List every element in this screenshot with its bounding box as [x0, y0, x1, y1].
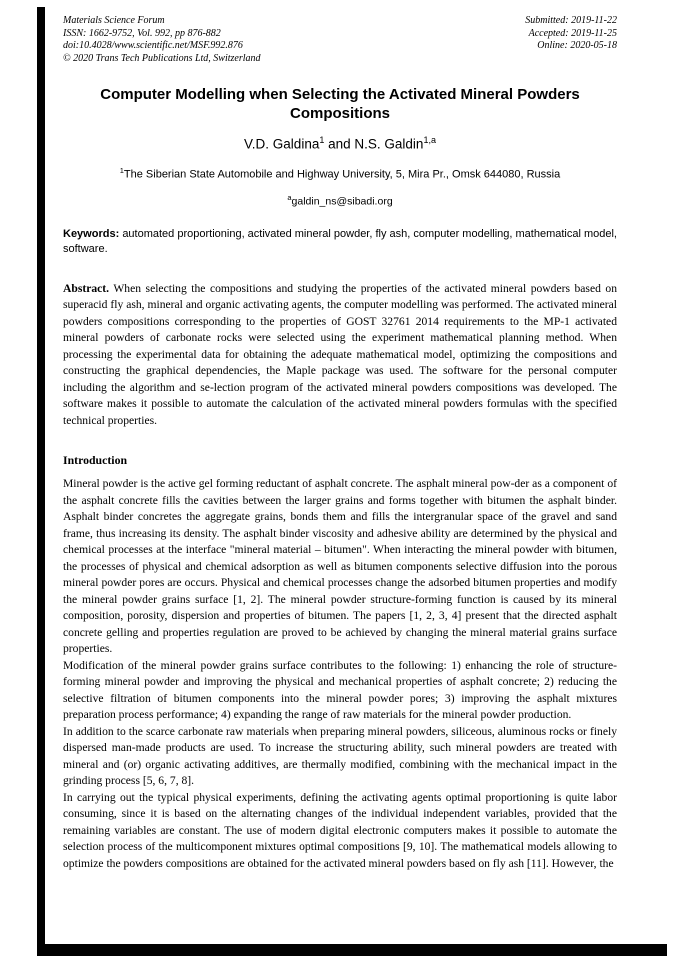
authors-line	[63, 132, 617, 153]
keywords-text: automated proportioning, activated mineral powder, fly ash, computer modelling, mathematical model, software.	[63, 227, 617, 255]
affiliation-text: The Siberian State Automobile and Highway University, 5, Mira Pr., Omsk 644080, Russia	[123, 168, 561, 181]
section-heading-introduction: Introduction	[63, 453, 128, 468]
journal-name: Materials Science Forum	[63, 15, 165, 26]
page-content	[63, 15, 617, 872]
author-name-2: and N.S. Galdin	[328, 136, 424, 152]
body-paragraph: Mineral powder is the active gel forming reductant of asphalt concrete. The asphalt mineral pow-der as a component of the asphalt concrete fills the cavities between the larger grains and forms together with bitumen the asphalt binder. Asphalt binder concretes the aggregate grains, bonds them and fills the intergranular space of the gravel and sand frame, thus increasing its density. The asphalt binder viscosity and adhesive ability are determined by the physical and chemical processes at the interface "mineral material – bitumen". When interacting the mineral powder with bitumen, the processes of physical and chemical adsorption as well as bitumen components selective diffusion into the porous mineral powder pores are occurs. Physical and chemical processes change the adsorbed bitumen properties and modify the mineral powder grains surface [1, 2]. The mineral powder structure-forming function is caused by its mineral composition, porosity, dispersion and properties of bitumen. The papers [1, 2, 3, 4] present that the directed asphalt concrete gelling and properties regulation are proved to be achieved by changing the mineral material grains surface properties.	[63, 477, 617, 656]
journal-doi: doi:10.4028/www.scientific.net/MSF.992.876	[63, 40, 243, 51]
author-sup-1: 1	[319, 135, 325, 145]
submitted-date: Submitted: 2019-11-22	[525, 15, 617, 26]
keywords-block	[63, 227, 617, 257]
accepted-date: Accepted: 2019-11-25	[528, 27, 617, 39]
author-affiliation	[63, 164, 617, 182]
body-paragraph: In addition to the scarce carbonate raw materials when preparing mineral powders, siliceous, aluminous rocks or finely dispersed man-made products are used. To increase the structuring ability, such mineral powders are treated with mineral and (or) organic activating additives, are thermally modified, combining with the mechanical impact in the grinding process [5, 6, 7, 8].	[63, 724, 617, 788]
author-email	[63, 191, 617, 209]
journal-header	[63, 15, 617, 65]
scan-edge-bottom	[37, 944, 667, 956]
abstract-label: Abstract.	[63, 281, 110, 295]
email-sup: a	[287, 193, 292, 203]
author-name-1: V.D. Galdina	[244, 136, 320, 152]
online-date: Online: 2020-05-18	[537, 40, 617, 51]
journal-header-left	[63, 15, 261, 65]
paper-title: Computer Modelling when Selecting the Activated Mineral Powders Compositions	[100, 86, 580, 122]
body-paragraph: In carrying out the typical physical experiments, defining the activating agents optimal proportioning is quite labor consuming, since it is based on the alternating changes of the individual independent variables, provided that the remaining variables are constant. The use of modern digital electronic computers makes it possible to automate the selection process of the multicomponent mixtures optimal compositions [9, 10]. The mathematical models allowing to optimize the powders compositions are obtained for the activated mineral powders based on fly ash [11]. However, the	[63, 790, 617, 870]
author-sup-2: 1,a	[423, 135, 436, 145]
abstract-text: When selecting the compositions and studying the properties of the activated mineral powders based on superacid fly ash, mineral and organic activating agents, the computer modelling was performed. The activated mineral powders compositions corresponding to the properties of GOST 32761 2014 requirements to the MP-1 activated mineral powders of carbonate rocks were selected using the experiment mathematical planning method. When processing the experimental data for obtaining the adequate mathematical model, optimizing the compositions and constructing the graphical dependencies, the Maple package was used. The software for the personal computer including the algorithm and se-lection program of the activated mineral powders compositions was developed. The software makes it possible to automate the calculation of the activated mineral powders formulas with the specified technical properties.	[63, 281, 617, 427]
abstract-block	[63, 281, 617, 430]
body-paragraph: Modification of the mineral powder grains surface contributes to the following: 1) enhancing the role of structure-forming mineral powder and improving the physical and mechanical properties of asphalt concrete; 2) reducing the selective filtration of bitumen components into the mineral powder pores; 3) improving the asphalt mixtures preparation process performance; 4) expanding the range of raw materials for the mineral powder production.	[63, 658, 617, 722]
email-text: galdin_ns@sibadi.org	[291, 195, 393, 208]
journal-issn-volume: ISSN: 1662-9752, Vol. 992, pp 876-882	[63, 27, 221, 39]
scan-edge-left	[37, 7, 45, 956]
journal-copyright: © 2020 Trans Tech Publications Ltd, Switzerland	[63, 52, 261, 64]
affiliation-sup: 1	[119, 165, 124, 175]
journal-header-right	[525, 15, 617, 65]
keywords-label: Keywords:	[63, 227, 120, 240]
